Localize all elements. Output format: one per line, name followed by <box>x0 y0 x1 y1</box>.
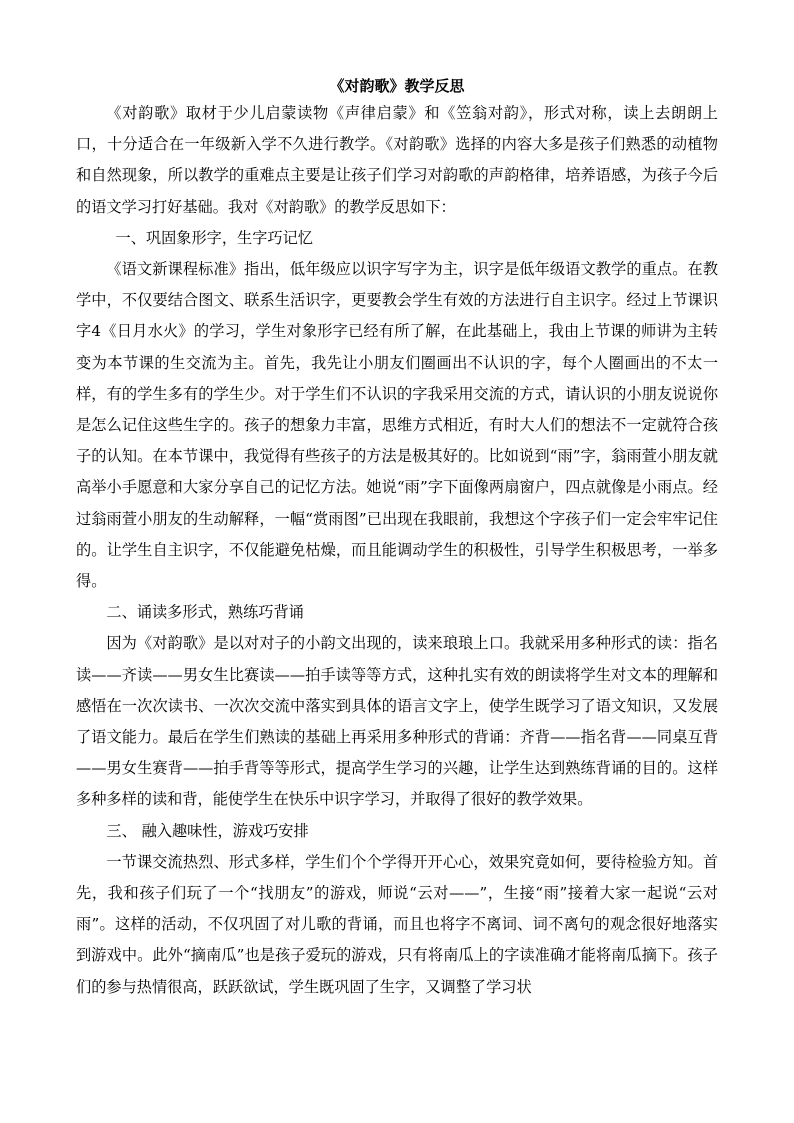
section-heading-1: 一、巩固象形字，生字巧记忆 <box>115 228 313 247</box>
section-body-2: 因为《对韵歌》是以对对子的小韵文出现的，读来琅琅上口。我就采用多种形式的读：指名读——齐读——男女生比赛读——拍手读等等方式，这种扎实有效的朗读将学生对文本的理解和感悟在一次次读书、一次次交流中落实到具体的语言文字上，使学生既学习了语文知识，又发展了语文能力。最后在学生们熟读的基础上再采用多种形式的背诵：齐背——指名背——同桌互背——男女生赛背——拍手背等等形式，提高学生学习的兴趣，让学生达到熟练背诵的目的。这样多种多样的读和背，能使学生在快乐中识字学习，并取得了很好的教学效果。 <box>76 634 718 809</box>
intro-paragraph: 《对韵歌》取材于少儿启蒙读物《声律启蒙》和《笠翁对韵》，形式对称，读上去朗朗上口，十分适合在一年级新入学不久进行教学。《对韵歌》选择的内容大多是孩子们熟悉的动植物和自然现象，所以教学的重难点主要是让孩子们学习对韵歌的声韵格律，培养语感，为孩子今后的语文学习打好基础。我对《对韵歌》的教学反思如下： <box>76 104 718 216</box>
section-body-3: 一节课交流热烈、形式多样，学生们个个学得开开心心，效果究竟如何，要待检验方知。首先，我和孩子们玩了一个“找朋友”的游戏，师说“云对——”，生接“雨”接着大家一起说“云对雨”。这样的活动，不仅巩固了对儿歌的背诵，而且也将字不离词、词不离句的观念很好地落实到游戏中。此外“摘南瓜”也是孩子爱玩的游戏，只有将南瓜上的字读准确才能将南瓜摘下。孩子们的参与热情很高，跃跃欲试，学生既巩固了生字，又调整了学习状 <box>76 852 718 996</box>
section-body-1: 《语文新课程标准》指出，低年级应以识字写字为主，识字是低年级语文教学的重点。在教学中，不仅要结合图文、联系生活识字，更要教会学生有效的方法进行自主识字。经过上节课识字4《日月水火》的学习，学生对象形字已经有所了解，在此基础上，我由上节课的师讲为主转变为本节课的生交流为主。首先，我先让小朋友们圈画出不认识的字，每个人圈画出的不太一样，有的学生多有的学生少。对于学生们不认识的字我采用交流的方式，请认识的小朋友说说你是怎么记住这些生字的。孩子的想象力丰富，思维方式相近，有时大人们的想法不一定就符合孩子的认知。在本节课中，我觉得有些孩子的方法是极其好的。比如说到“雨”字，翁雨萱小朋友就高举小手愿意和大家分享自己的记忆方法。她说“雨”字下面像两扇窗户，四点就像是小雨点。经过翁雨萱小朋友的生动解释，一幅“赏雨图”已出现在我眼前，我想这个字孩子们一定会牢牢记住的。让学生自主识字，不仅能避免枯燥，而且能调动学生的积极性，引导学生积极思考，一举多得。 <box>76 260 718 591</box>
document-page <box>76 68 718 1003</box>
document-title: 《对韵歌》教学反思 <box>329 77 465 95</box>
section-heading-3: 三、 融入趣味性，游戏巧安排 <box>106 821 309 840</box>
section-heading-2: 二、诵读多形式，熟练巧背诵 <box>106 603 304 622</box>
